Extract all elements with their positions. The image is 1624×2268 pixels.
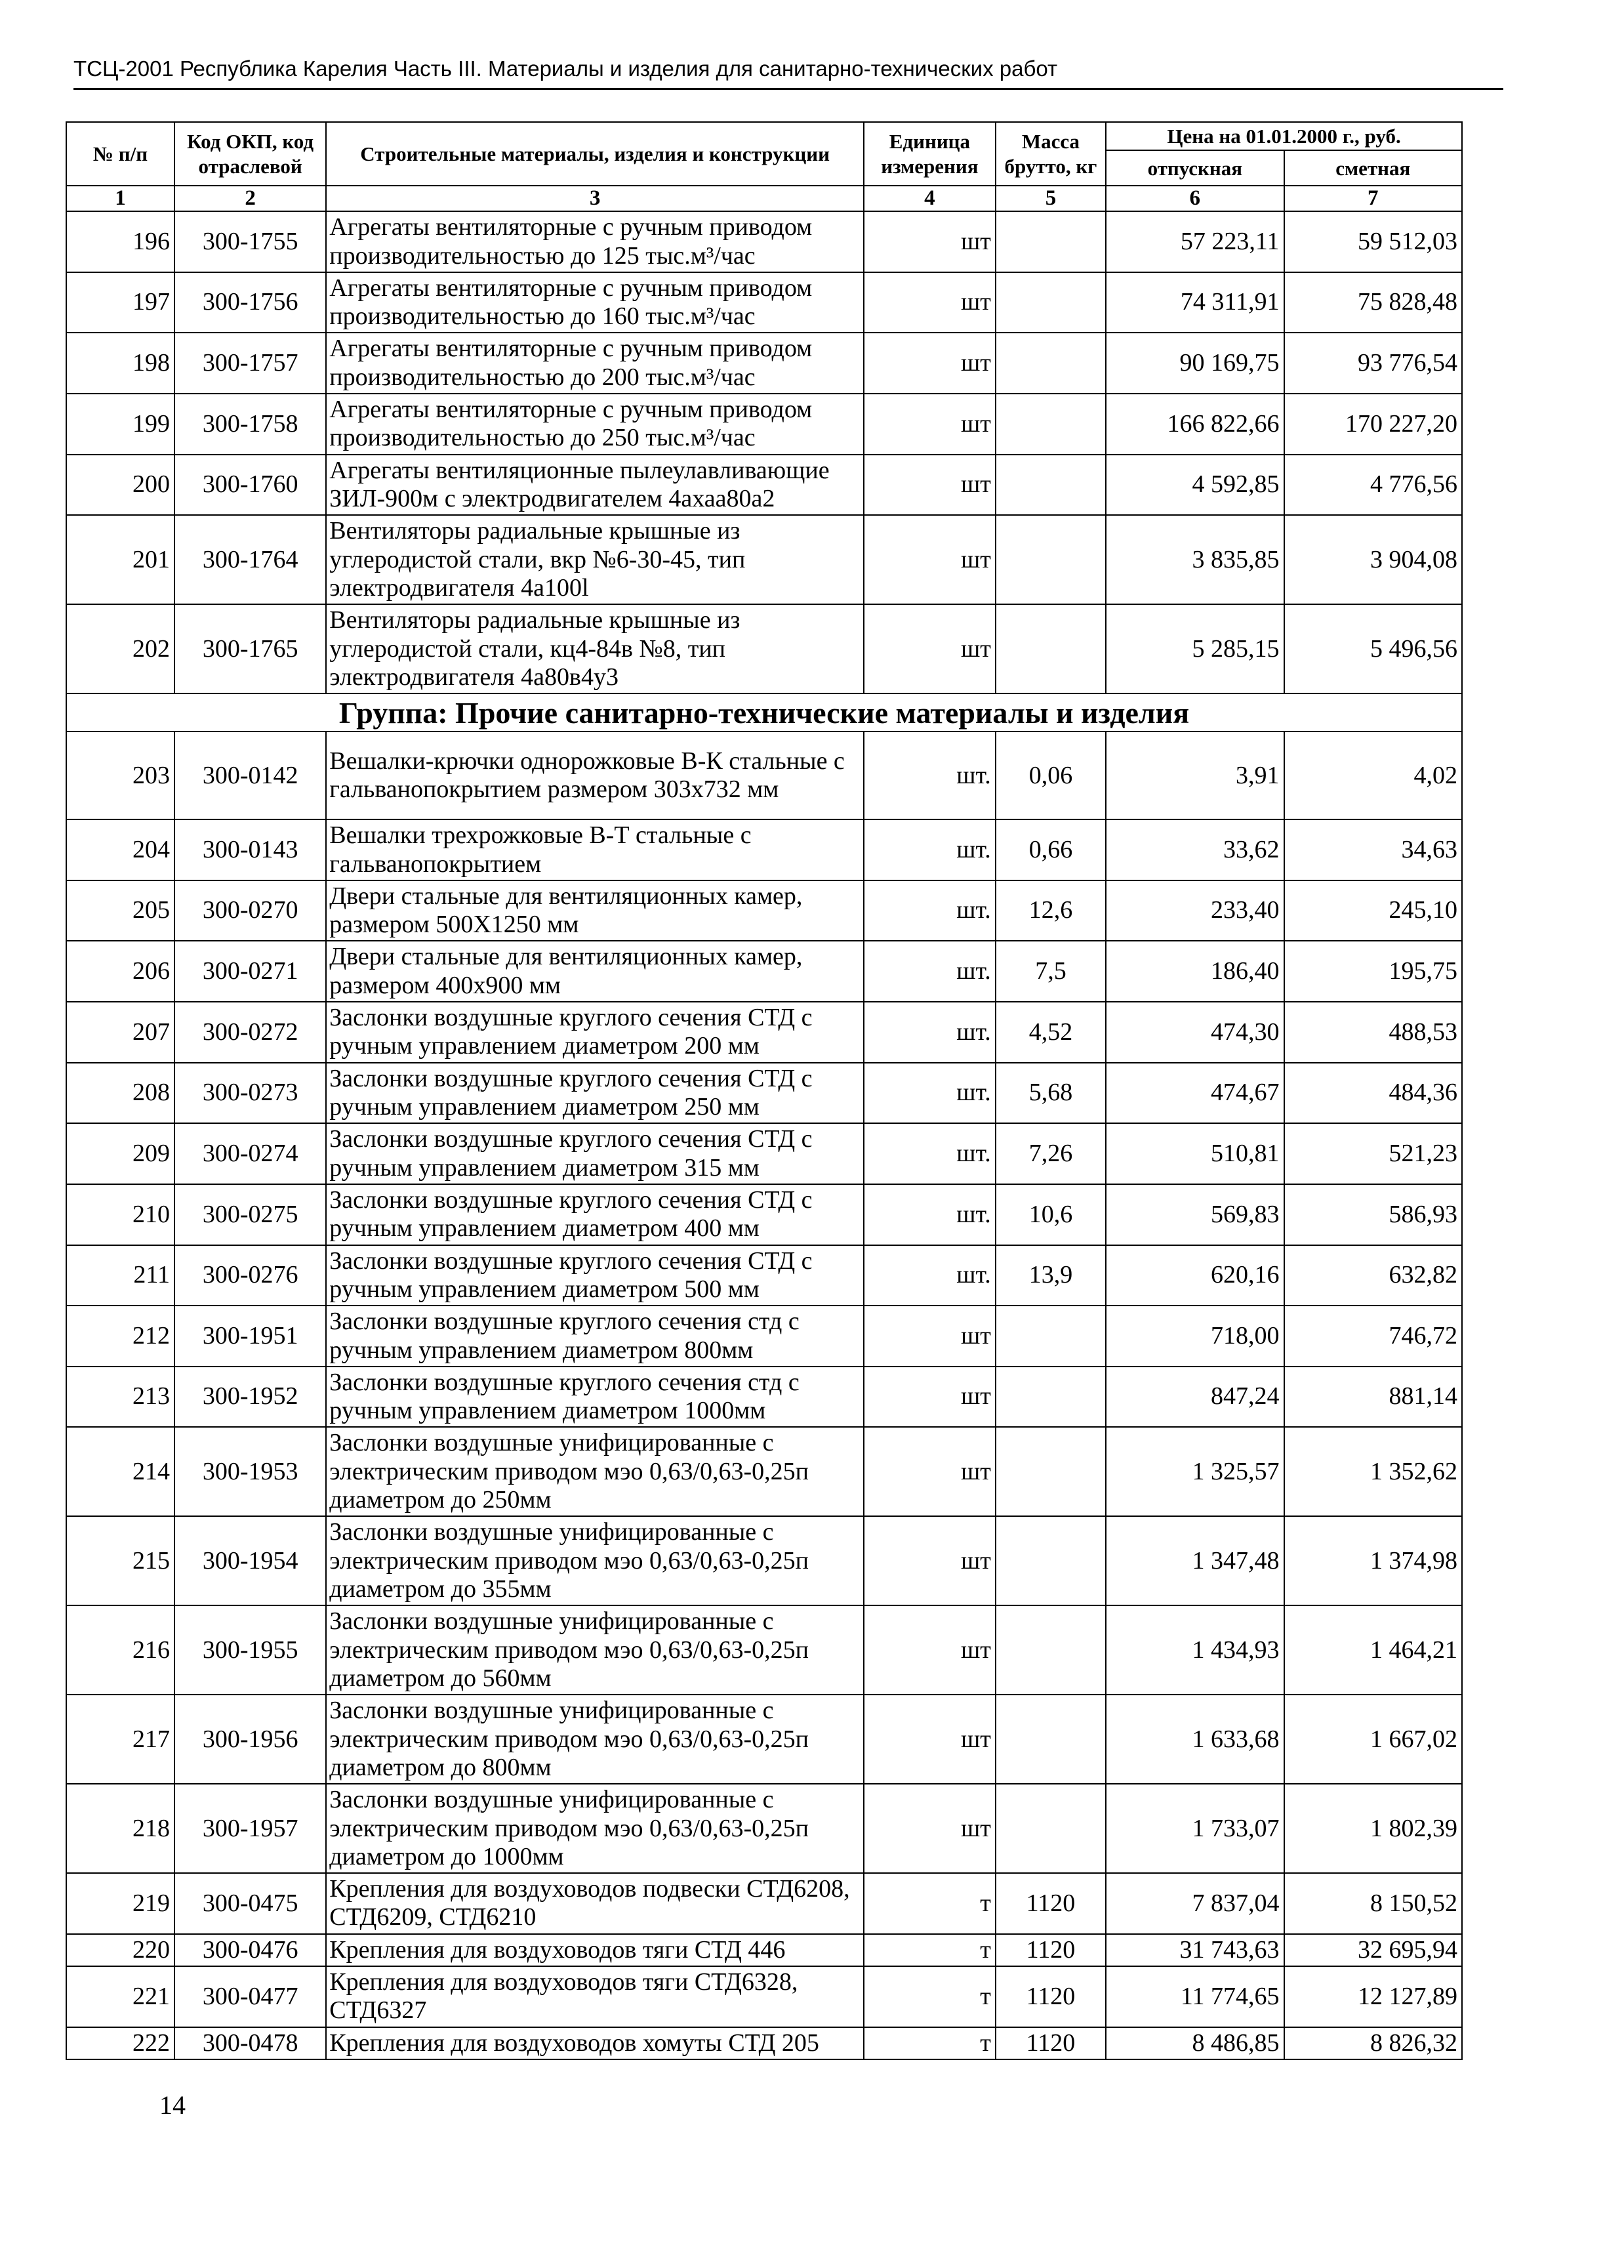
column-number: 2 (174, 186, 326, 211)
table-row (66, 1306, 1462, 1367)
cell-name: Заслонки воздушные круглого сечения СТД с ручным управлением диаметром 200 мм (326, 1002, 864, 1063)
table-row (66, 1784, 1462, 1873)
cell-name: Заслонки воздушные круглого сечения СТД с ручным управлением диаметром 500 мм (326, 1245, 864, 1306)
cell-price-estimate: 1 464,21 (1284, 1605, 1462, 1695)
cell-price-release: 1 434,93 (1106, 1605, 1284, 1695)
cell-price-estimate: 1 352,62 (1284, 1427, 1462, 1516)
cell-mass: 0,06 (996, 732, 1106, 819)
table-row (66, 1516, 1462, 1605)
cell-price-estimate: 4,02 (1284, 732, 1462, 819)
cell-mass: 12,6 (996, 880, 1106, 941)
table-row (66, 604, 1462, 693)
table-row (66, 515, 1462, 604)
cell-mass: 13,9 (996, 1245, 1106, 1306)
cell-num: 217 (66, 1695, 174, 1784)
cell-code: 300-1954 (174, 1516, 326, 1605)
table-row (66, 1966, 1462, 2027)
cell-unit: шт (864, 394, 996, 455)
cell-price-release: 166 822,66 (1106, 394, 1284, 455)
cell-unit: шт. (864, 941, 996, 1002)
cell-price-release: 3 835,85 (1106, 515, 1284, 604)
cell-num: 201 (66, 515, 174, 604)
cell-unit: шт (864, 1605, 996, 1695)
cell-price-release: 7 837,04 (1106, 1873, 1284, 1934)
cell-price-release: 8 486,85 (1106, 2027, 1284, 2059)
table-row (66, 1002, 1462, 1063)
cell-num: 210 (66, 1184, 174, 1245)
cell-unit: шт (864, 1784, 996, 1873)
cell-unit: шт. (864, 1184, 996, 1245)
cell-code: 300-0271 (174, 941, 326, 1002)
cell-num: 216 (66, 1605, 174, 1695)
column-number: 1 (66, 186, 174, 211)
column-number: 5 (996, 186, 1106, 211)
cell-price-release: 74 311,91 (1106, 272, 1284, 333)
cell-price-release: 847,24 (1106, 1367, 1284, 1428)
cell-price-estimate: 75 828,48 (1284, 272, 1462, 333)
cell-price-release: 3,91 (1106, 732, 1284, 819)
cell-code: 300-0275 (174, 1184, 326, 1245)
column-number: 4 (864, 186, 996, 211)
header-price-release: отпускная (1106, 150, 1284, 186)
cell-unit: шт (864, 1367, 996, 1428)
cell-code: 300-0143 (174, 819, 326, 880)
cell-code: 300-1951 (174, 1306, 326, 1367)
table-header-row (66, 122, 1462, 150)
table-row (66, 941, 1462, 1002)
cell-price-estimate: 484,36 (1284, 1063, 1462, 1124)
cell-name: Крепления для воздуховодов хомуты СТД 205 (326, 2027, 864, 2059)
cell-code: 300-1758 (174, 394, 326, 455)
header-mass: Масса брутто, кг (996, 122, 1106, 186)
cell-mass (996, 455, 1106, 516)
cell-name: Заслонки воздушные круглого сечения СТД с ручным управлением диаметром 315 мм (326, 1123, 864, 1184)
cell-mass (996, 1427, 1106, 1516)
cell-price-release: 1 633,68 (1106, 1695, 1284, 1784)
cell-price-release: 474,67 (1106, 1063, 1284, 1124)
column-numbers-row (66, 186, 1462, 211)
cell-price-release: 233,40 (1106, 880, 1284, 941)
cell-unit: шт (864, 455, 996, 516)
cell-price-estimate: 632,82 (1284, 1245, 1462, 1306)
cell-mass (996, 1695, 1106, 1784)
table-row (66, 1873, 1462, 1934)
cell-price-estimate: 586,93 (1284, 1184, 1462, 1245)
cell-price-estimate: 12 127,89 (1284, 1966, 1462, 2027)
cell-code: 300-0270 (174, 880, 326, 941)
cell-code: 300-0142 (174, 732, 326, 819)
cell-unit: шт (864, 515, 996, 604)
cell-price-release: 5 285,15 (1106, 604, 1284, 693)
cell-name: Заслонки воздушные унифицированные с электрическим приводом мэо 0,63/0,63-0,25п диаметром до 560мм (326, 1605, 864, 1695)
header-num: № п/п (66, 122, 174, 186)
cell-unit: шт (864, 1695, 996, 1784)
cell-price-release: 474,30 (1106, 1002, 1284, 1063)
cell-price-release: 718,00 (1106, 1306, 1284, 1367)
cell-num: 209 (66, 1123, 174, 1184)
cell-name: Крепления для воздуховодов тяги СТД 446 (326, 1934, 864, 1966)
cell-code: 300-0276 (174, 1245, 326, 1306)
cell-price-estimate: 521,23 (1284, 1123, 1462, 1184)
cell-price-estimate: 245,10 (1284, 880, 1462, 941)
cell-code: 300-1953 (174, 1427, 326, 1516)
cell-num: 218 (66, 1784, 174, 1873)
cell-unit: шт. (864, 819, 996, 880)
cell-unit: шт. (864, 880, 996, 941)
cell-num: 215 (66, 1516, 174, 1605)
cell-name: Заслонки воздушные круглого сечения стд с ручным управлением диаметром 1000мм (326, 1367, 864, 1428)
cell-num: 211 (66, 1245, 174, 1306)
column-number: 3 (326, 186, 864, 211)
cell-mass: 4,52 (996, 1002, 1106, 1063)
cell-name: Агрегаты вентиляционные пылеулавливающие ЗИЛ-900м с электродвигателем 4ахаа80а2 (326, 455, 864, 516)
cell-code: 300-1957 (174, 1784, 326, 1873)
cell-mass (996, 1784, 1106, 1873)
cell-code: 300-1755 (174, 211, 326, 272)
cell-num: 213 (66, 1367, 174, 1428)
cell-price-estimate: 881,14 (1284, 1367, 1462, 1428)
cell-code: 300-1760 (174, 455, 326, 516)
cell-price-estimate: 1 374,98 (1284, 1516, 1462, 1605)
cell-mass: 1120 (996, 2027, 1106, 2059)
cell-code: 300-0475 (174, 1873, 326, 1934)
table-row (66, 1934, 1462, 1966)
cell-mass (996, 1306, 1106, 1367)
table-row (66, 1063, 1462, 1124)
cell-code: 300-1757 (174, 333, 326, 394)
cell-code: 300-0477 (174, 1966, 326, 2027)
cell-name: Заслонки воздушные круглого сечения СТД с ручным управлением диаметром 250 мм (326, 1063, 864, 1124)
cell-price-release: 1 347,48 (1106, 1516, 1284, 1605)
cell-code: 300-1756 (174, 272, 326, 333)
table-row (66, 333, 1462, 394)
table-row (66, 1245, 1462, 1306)
table-row (66, 1367, 1462, 1428)
cell-name: Агрегаты вентиляторные с ручным приводом производительностью до 200 тыс.м³/час (326, 333, 864, 394)
cell-price-release: 569,83 (1106, 1184, 1284, 1245)
cell-unit: шт (864, 1306, 996, 1367)
cell-code: 300-1764 (174, 515, 326, 604)
cell-unit: шт (864, 272, 996, 333)
cell-name: Вешалки-крючки однорожковые В-К стальные с гальванопокрытием размером 303х732 мм (326, 732, 864, 819)
cell-mass (996, 333, 1106, 394)
cell-price-estimate: 8 826,32 (1284, 2027, 1462, 2059)
cell-code: 300-0478 (174, 2027, 326, 2059)
header-name: Строительные материалы, изделия и конструкции (326, 122, 864, 186)
cell-mass (996, 211, 1106, 272)
cell-price-release: 186,40 (1106, 941, 1284, 1002)
cell-mass (996, 1367, 1106, 1428)
cell-price-release: 11 774,65 (1106, 1966, 1284, 2027)
cell-price-release: 31 743,63 (1106, 1934, 1284, 1966)
cell-price-estimate: 34,63 (1284, 819, 1462, 880)
cell-mass: 10,6 (996, 1184, 1106, 1245)
cell-num: 221 (66, 1966, 174, 2027)
table-row (66, 1427, 1462, 1516)
cell-unit: т (864, 1873, 996, 1934)
cell-price-estimate: 195,75 (1284, 941, 1462, 1002)
cell-name: Заслонки воздушные круглого сечения СТД с ручным управлением диаметром 400 мм (326, 1184, 864, 1245)
table-row (66, 211, 1462, 272)
group-row (66, 693, 1462, 732)
cell-unit: шт (864, 604, 996, 693)
cell-unit: т (864, 2027, 996, 2059)
cell-price-estimate: 746,72 (1284, 1306, 1462, 1367)
cell-name: Вешалки трехрожковые В-Т стальные с гальванопокрытием (326, 819, 864, 880)
cell-price-estimate: 59 512,03 (1284, 211, 1462, 272)
cell-name: Агрегаты вентиляторные с ручным приводом производительностью до 125 тыс.м³/час (326, 211, 864, 272)
cell-name: Заслонки воздушные круглого сечения стд с ручным управлением диаметром 800мм (326, 1306, 864, 1367)
cell-code: 300-1765 (174, 604, 326, 693)
cell-price-release: 33,62 (1106, 819, 1284, 880)
page-number: 14 (159, 2090, 186, 2120)
cell-code: 300-0273 (174, 1063, 326, 1124)
cell-num: 202 (66, 604, 174, 693)
cell-num: 206 (66, 941, 174, 1002)
cell-unit: шт (864, 1516, 996, 1605)
cell-unit: шт (864, 1427, 996, 1516)
cell-code: 300-0476 (174, 1934, 326, 1966)
cell-unit: шт (864, 333, 996, 394)
header-unit: Единица измерения (864, 122, 996, 186)
cell-name: Вентиляторы радиальные крышные из углеродистой стали, вкр №6-30-45, тип электродвигателя 4а100l (326, 515, 864, 604)
cell-name: Агрегаты вентиляторные с ручным приводом производительностью до 250 тыс.м³/час (326, 394, 864, 455)
cell-mass: 7,5 (996, 941, 1106, 1002)
cell-num: 200 (66, 455, 174, 516)
cell-price-release: 1 325,57 (1106, 1427, 1284, 1516)
table-row (66, 1605, 1462, 1695)
cell-price-estimate: 8 150,52 (1284, 1873, 1462, 1934)
cell-name: Двери стальные для вентиляционных камер, размером 400х900 мм (326, 941, 864, 1002)
cell-num: 207 (66, 1002, 174, 1063)
cell-name: Заслонки воздушные унифицированные с электрическим приводом мэо 0,63/0,63-0,25п диаметром до 1000мм (326, 1784, 864, 1873)
cell-unit: шт. (864, 1002, 996, 1063)
cell-price-release: 57 223,11 (1106, 211, 1284, 272)
table-row (66, 1184, 1462, 1245)
cell-price-release: 510,81 (1106, 1123, 1284, 1184)
table-row (66, 394, 1462, 455)
cell-num: 199 (66, 394, 174, 455)
cell-num: 203 (66, 732, 174, 819)
cell-mass (996, 1516, 1106, 1605)
cell-code: 300-1955 (174, 1605, 326, 1695)
table-row (66, 455, 1462, 516)
cell-num: 196 (66, 211, 174, 272)
cell-price-estimate: 170 227,20 (1284, 394, 1462, 455)
header-price-estimate: сметная (1284, 150, 1462, 186)
cell-price-release: 4 592,85 (1106, 455, 1284, 516)
cell-name: Заслонки воздушные унифицированные с электрическим приводом мэо 0,63/0,63-0,25п диаметром до 250мм (326, 1427, 864, 1516)
cell-price-release: 1 733,07 (1106, 1784, 1284, 1873)
cell-mass: 7,26 (996, 1123, 1106, 1184)
cell-num: 219 (66, 1873, 174, 1934)
cell-num: 205 (66, 880, 174, 941)
cell-unit: шт. (864, 1063, 996, 1124)
cell-price-estimate: 5 496,56 (1284, 604, 1462, 693)
cell-unit: шт. (864, 1245, 996, 1306)
group-label: Группа: Прочие санитарно-технические материалы и изделия (66, 693, 1462, 732)
cell-unit: шт. (864, 1123, 996, 1184)
cell-price-estimate: 1 802,39 (1284, 1784, 1462, 1873)
table-row (66, 880, 1462, 941)
cell-price-release: 90 169,75 (1106, 333, 1284, 394)
page-header (73, 56, 1503, 90)
table-row (66, 2027, 1462, 2059)
table-row (66, 1123, 1462, 1184)
cell-code: 300-0274 (174, 1123, 326, 1184)
cell-num: 198 (66, 333, 174, 394)
cell-mass: 1120 (996, 1873, 1106, 1934)
column-number: 7 (1284, 186, 1462, 211)
cell-num: 222 (66, 2027, 174, 2059)
header-title: ТСЦ-2001 Республика Карелия Часть III. Материалы и изделия для санитарно-технических работ (73, 56, 1058, 81)
cell-code: 300-1956 (174, 1695, 326, 1784)
cell-mass (996, 1605, 1106, 1695)
cell-price-release: 620,16 (1106, 1245, 1284, 1306)
cell-name: Крепления для воздуховодов подвески СТД6208, СТД6209, СТД6210 (326, 1873, 864, 1934)
table-row (66, 732, 1462, 819)
cell-name: Заслонки воздушные унифицированные с электрическим приводом мэо 0,63/0,63-0,25п диаметром до 355мм (326, 1516, 864, 1605)
cell-mass: 0,66 (996, 819, 1106, 880)
cell-code: 300-0272 (174, 1002, 326, 1063)
cell-price-estimate: 32 695,94 (1284, 1934, 1462, 1966)
cell-mass (996, 272, 1106, 333)
cell-name: Агрегаты вентиляторные с ручным приводом производительностью до 160 тыс.м³/час (326, 272, 864, 333)
table-row (66, 1695, 1462, 1784)
cell-price-estimate: 93 776,54 (1284, 333, 1462, 394)
cell-unit: шт. (864, 732, 996, 819)
column-number: 6 (1106, 186, 1284, 211)
cell-mass: 5,68 (996, 1063, 1106, 1124)
cell-num: 204 (66, 819, 174, 880)
cell-mass: 1120 (996, 1966, 1106, 2027)
cell-num: 220 (66, 1934, 174, 1966)
cell-unit: т (864, 1934, 996, 1966)
cell-price-estimate: 4 776,56 (1284, 455, 1462, 516)
cell-code: 300-1952 (174, 1367, 326, 1428)
header-price-group: Цена на 01.01.2000 г., руб. (1106, 122, 1462, 150)
table-row (66, 819, 1462, 880)
cell-mass (996, 394, 1106, 455)
cell-num: 197 (66, 272, 174, 333)
cell-unit: т (864, 1966, 996, 2027)
cell-num: 208 (66, 1063, 174, 1124)
table-row (66, 272, 1462, 333)
cell-name: Крепления для воздуховодов тяги СТД6328, СТД6327 (326, 1966, 864, 2027)
cell-unit: шт (864, 211, 996, 272)
cell-price-estimate: 1 667,02 (1284, 1695, 1462, 1784)
cell-mass: 1120 (996, 1934, 1106, 1966)
cell-name: Заслонки воздушные унифицированные с электрическим приводом мэо 0,63/0,63-0,25п диаметром до 800мм (326, 1695, 864, 1784)
price-table (66, 121, 1463, 2060)
cell-num: 212 (66, 1306, 174, 1367)
header-code: Код ОКП, код отраслевой (174, 122, 326, 186)
cell-name: Вентиляторы радиальные крышные из углеродистой стали, кц4-84в №8, тип электродвигателя 4а80в4у3 (326, 604, 864, 693)
cell-mass (996, 604, 1106, 693)
cell-price-estimate: 3 904,08 (1284, 515, 1462, 604)
cell-name: Двери стальные для вентиляционных камер, размером 500Х1250 мм (326, 880, 864, 941)
cell-mass (996, 515, 1106, 604)
cell-price-estimate: 488,53 (1284, 1002, 1462, 1063)
cell-num: 214 (66, 1427, 174, 1516)
